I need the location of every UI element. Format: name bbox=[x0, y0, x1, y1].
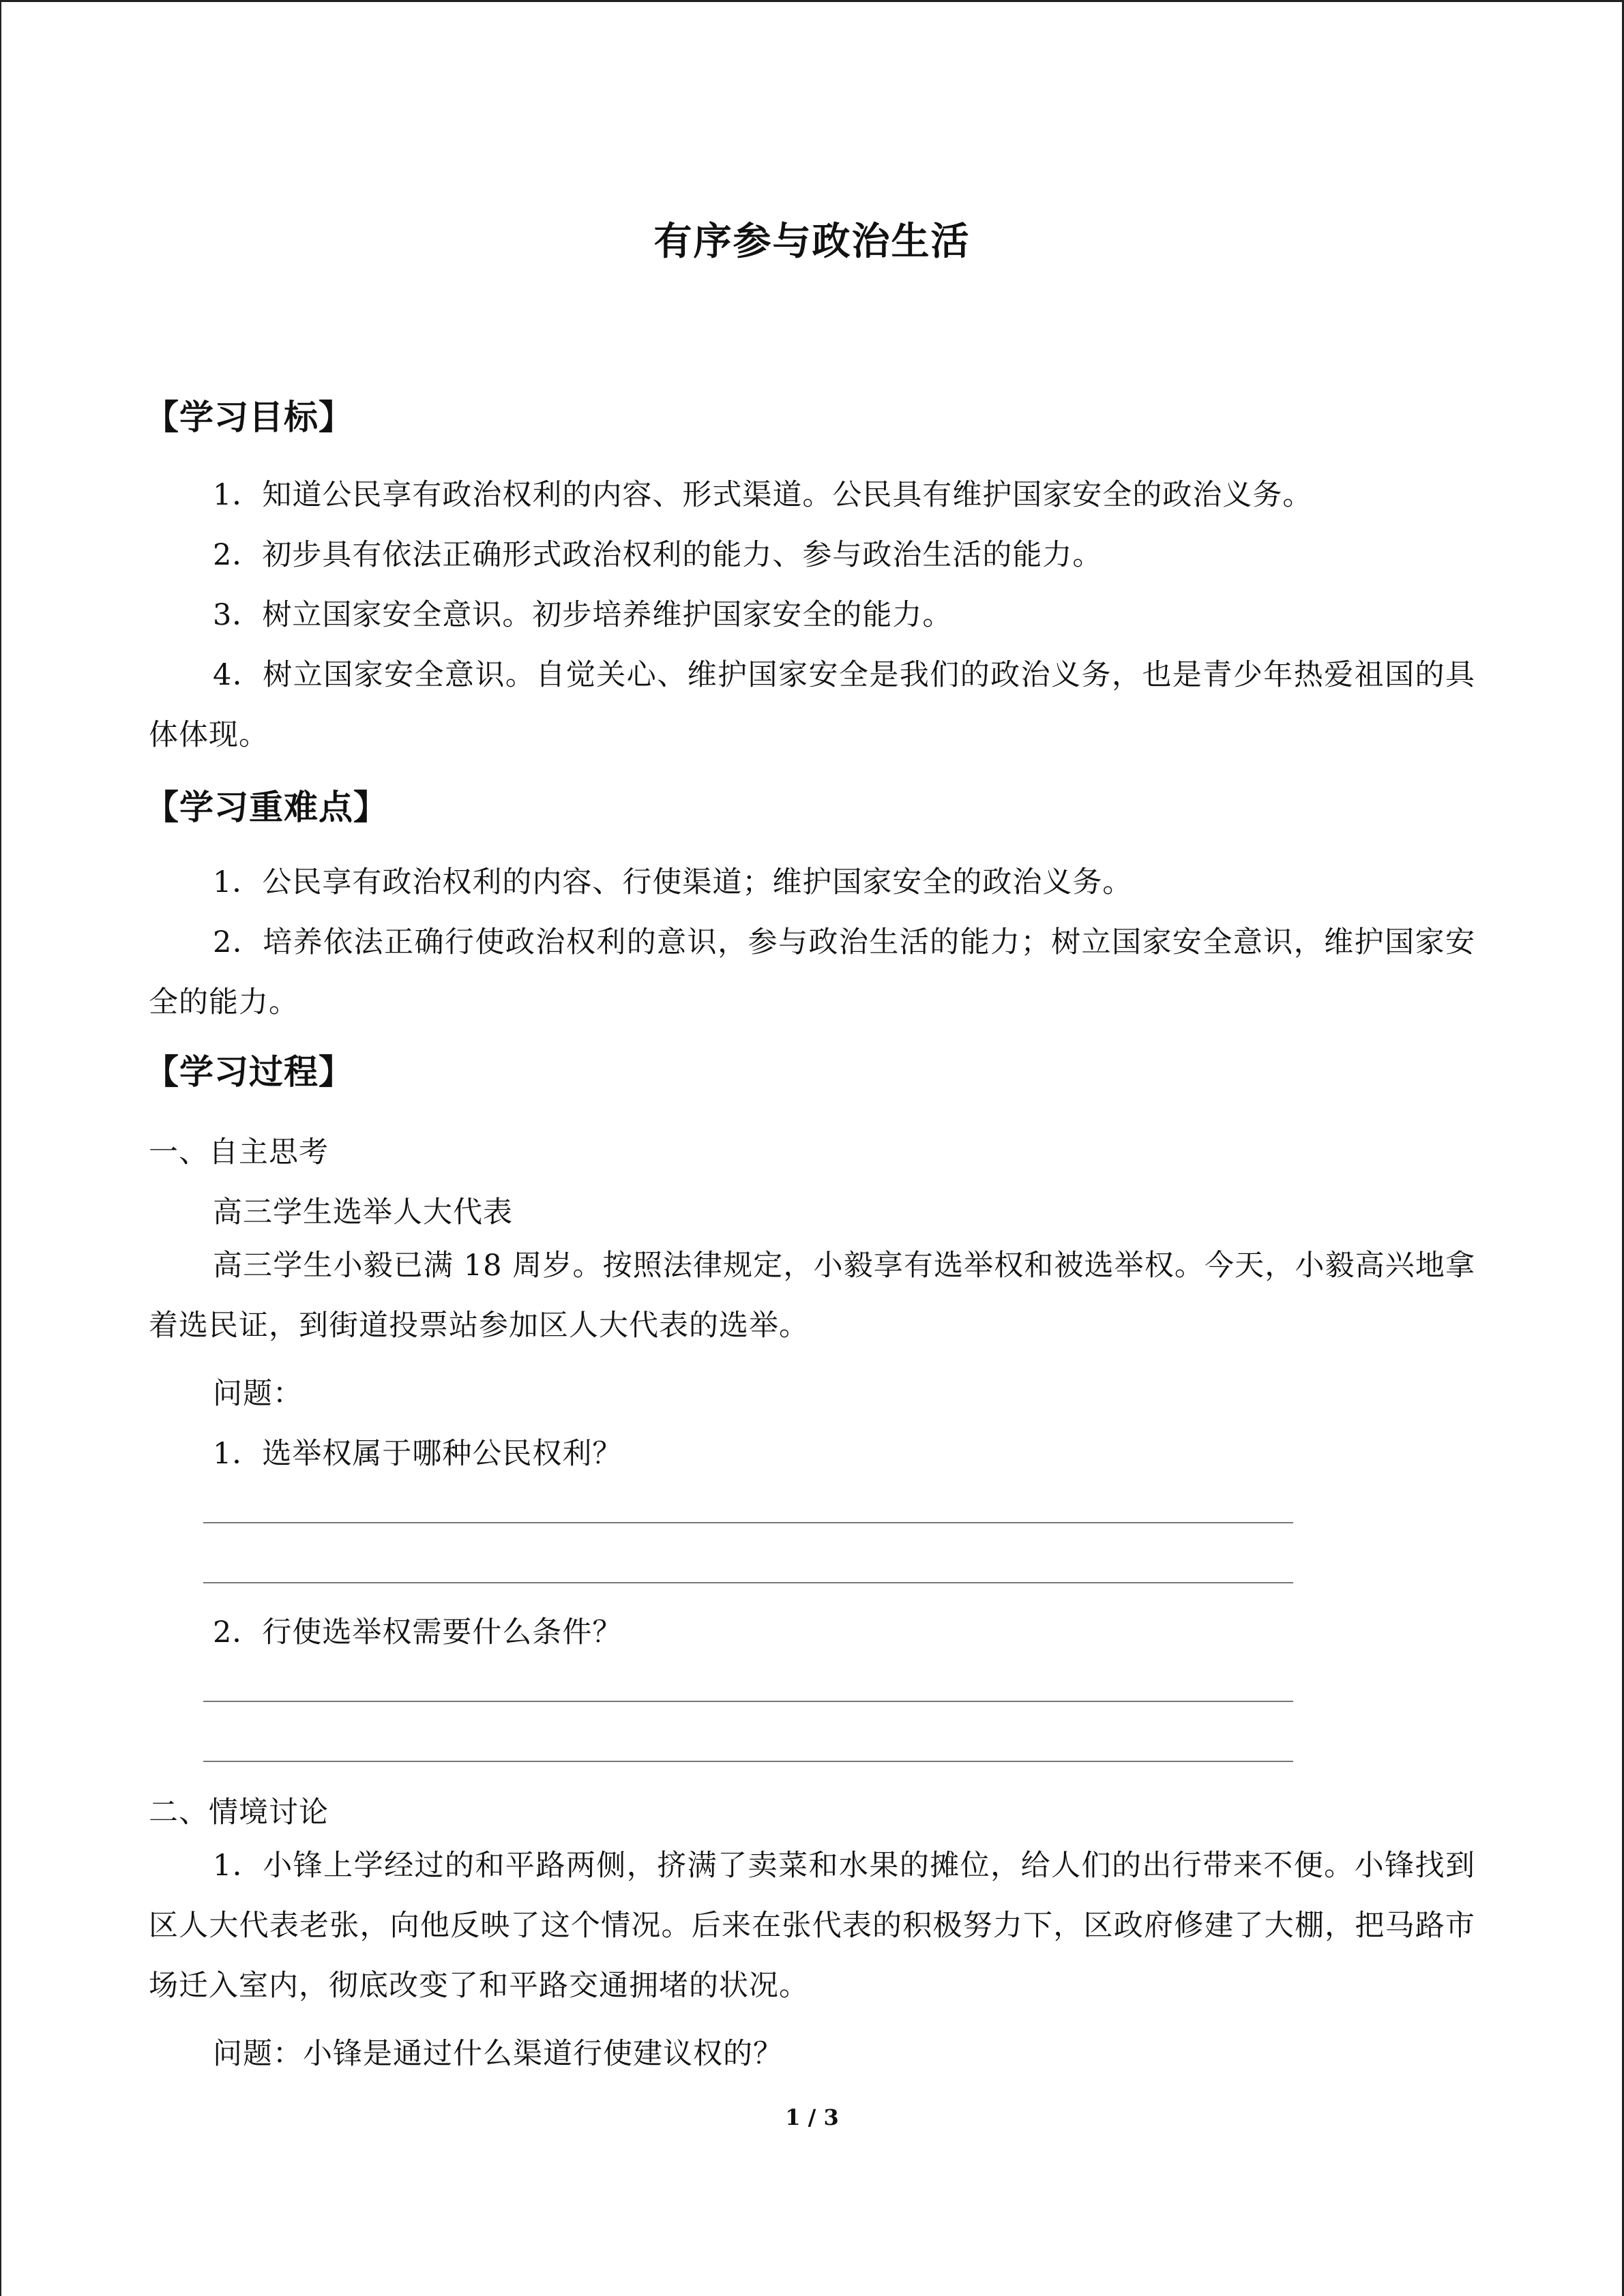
question-2: 2．行使选举权需要什么条件？ bbox=[213, 1615, 623, 1650]
page-title: 有序参与政治生活 bbox=[653, 220, 971, 264]
key-point-item-2: 2．培养依法正确行使政治权利的意识，参与政治生活的能力；树立国家安全意识，维护国家安全的能力。 bbox=[149, 925, 1475, 1019]
question-1: 1．选举权属于哪种公民权利？ bbox=[213, 1437, 623, 1471]
page-number: 1 / 3 bbox=[785, 2104, 839, 2130]
case-text: 高三学生小毅已满 18 周岁。按照法律规定，小毅享有选举权和被选举权。今天，小毅高兴地拿着选民证，到街道投票站参加区人大代表的选举。 bbox=[149, 1249, 1475, 1343]
scenario-text: 1．小锋上学经过的和平路两侧，挤满了卖菜和水果的摊位，给人们的出行带来不便。小锋找到区人大代表老张，向他反映了这个情况。后来在张代表的积极努力下，区政府修建了大棚，把马路市场迁入室内，彻底改变了和平路交通拥堵的状况。 bbox=[149, 1849, 1475, 2003]
case-title: 高三学生选举人大代表 bbox=[213, 1195, 513, 1229]
goal-item-1: 1．知道公民享有政治权利的内容、形式渠道。公民具有维护国家安全的政治义务。 bbox=[213, 478, 1313, 512]
answer-line[interactable] bbox=[203, 1761, 1293, 1762]
key-point-item-1: 1．公民享有政治权利的内容、行使渠道；维护国家安全的政治义务。 bbox=[213, 865, 1133, 899]
goal-item-2: 2．初步具有依法正确形式政治权利的能力、参与政治生活的能力。 bbox=[213, 538, 1103, 572]
heading-learning-process: 【学习过程】 bbox=[145, 1052, 353, 1092]
heading-learning-goals: 【学习目标】 bbox=[145, 398, 353, 437]
answer-line[interactable] bbox=[203, 1582, 1293, 1583]
part1-title: 一、自主思考 bbox=[149, 1135, 329, 1169]
scenario-question: 问题：小锋是通过什么渠道行使建议权的？ bbox=[213, 2037, 783, 2071]
part2-title: 二、情境讨论 bbox=[149, 1795, 329, 1830]
goal-item-3: 3．树立国家安全意识。初步培养维护国家安全的能力。 bbox=[213, 598, 953, 632]
question-label: 问题： bbox=[213, 1377, 303, 1411]
goal-item-4: 4．树立国家安全意识。自觉关心、维护国家安全是我们的政治义务，也是青少年热爱祖国的具体体现。 bbox=[149, 658, 1475, 752]
answer-line[interactable] bbox=[203, 1701, 1293, 1702]
heading-key-points: 【学习重难点】 bbox=[145, 788, 388, 827]
answer-line[interactable] bbox=[203, 1522, 1293, 1523]
